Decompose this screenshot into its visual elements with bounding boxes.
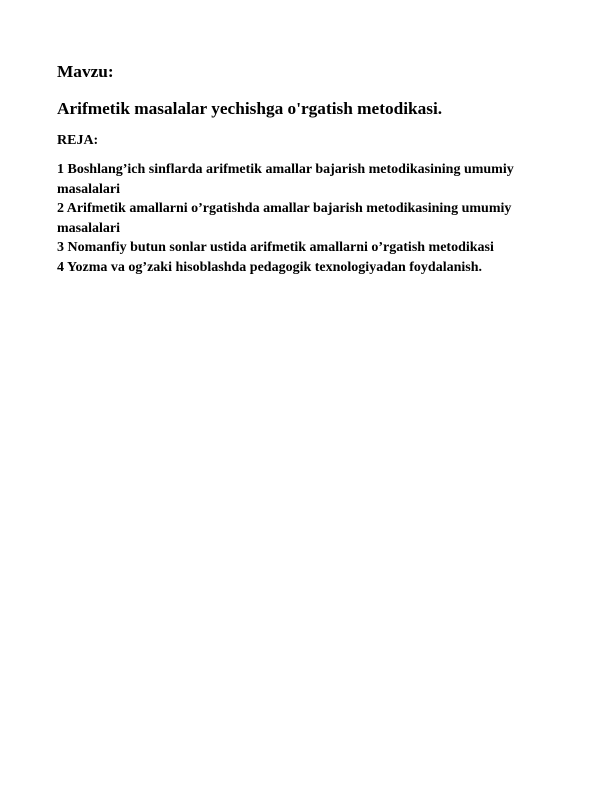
plan-item-4: 4 Yozma va og’zaki hisoblashda pedagogik texnologiyadan foydalanish. [57, 259, 483, 275]
plan-list [57, 160, 557, 277]
plan-label: REJA: [57, 133, 99, 148]
plan-item-2: 2 Arifmetik amallarni o’rgatishda amallar bajarish metodikasining umumiy masalalari [57, 201, 512, 236]
plan-item-1: 1 Boshlang’ich sinflarda arifmetik amallar bajarish metodikasining umumiy masalalari [57, 162, 514, 197]
topic-label: Mavzu: [57, 62, 114, 81]
plan-item-3: 3 Nomanfiy butun sonlar ustida arifmetik amallarni o’rgatish metodikasi [57, 240, 494, 255]
document-title: Arifmetik masalalar yechishga o'rgatish metodikasi. [57, 99, 443, 118]
document-body [57, 60, 557, 277]
